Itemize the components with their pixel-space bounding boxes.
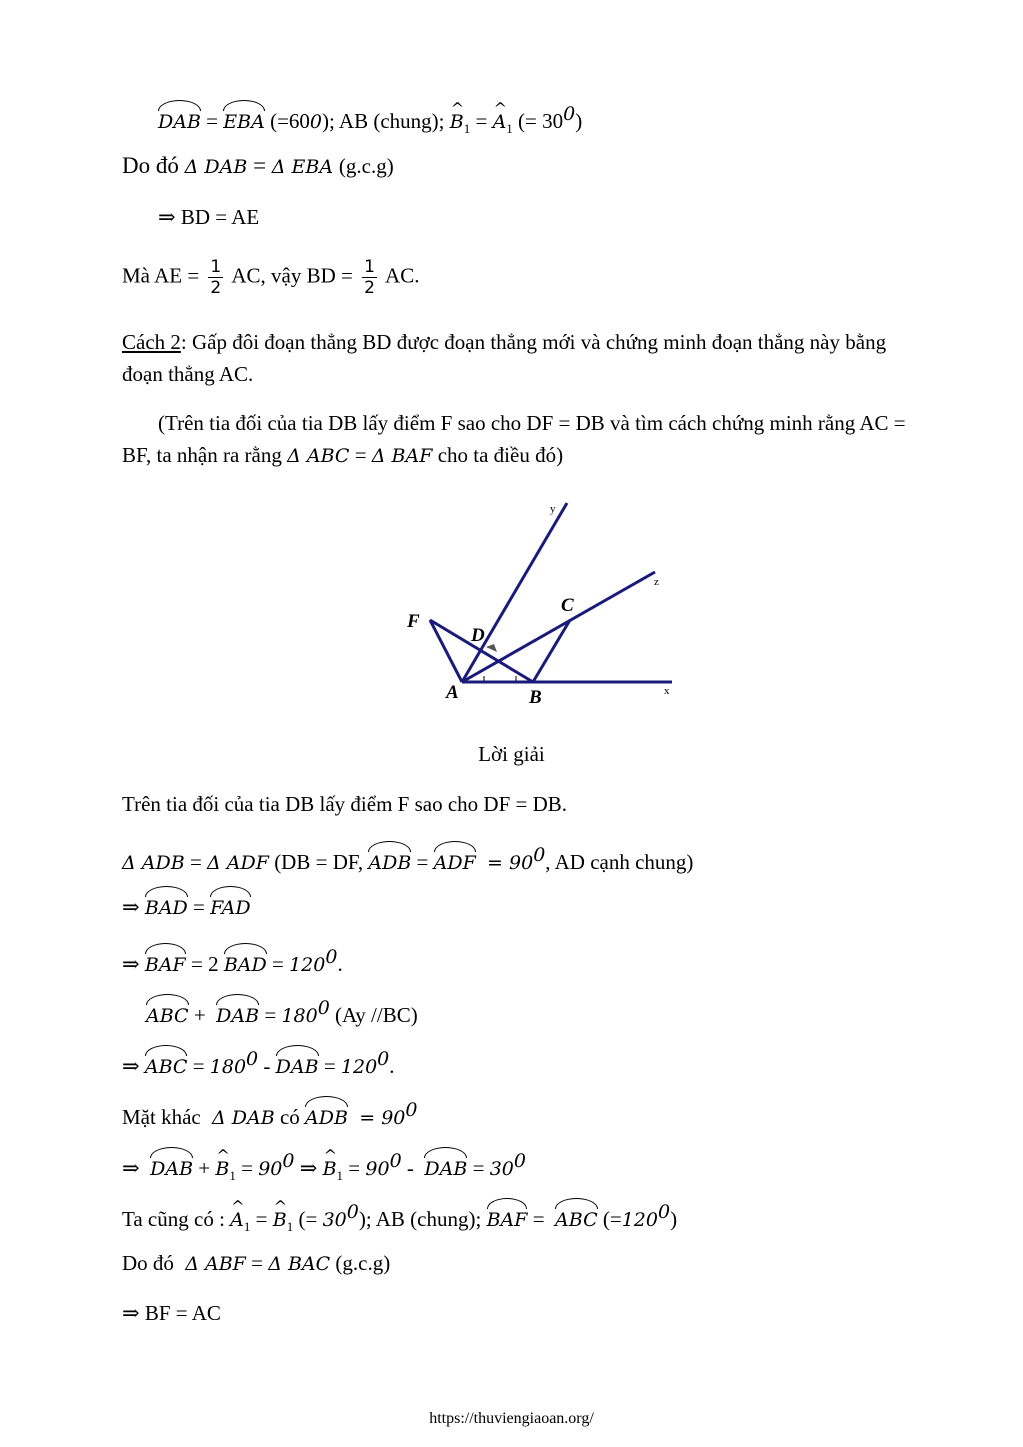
label-c: C [561, 595, 574, 616]
text: (g.c.g) [338, 154, 394, 178]
solution-line-11: ⇒ BF = AC [122, 1301, 221, 1325]
label-f: F [407, 611, 420, 632]
text: (=60 [270, 109, 310, 133]
solution-line-8: ⇒ DAB + ^ $B_1 = 90^0$ ⇒ ^ $B_1 = 90^0$ - DAB = $30^0$ [122, 1148, 526, 1189]
text: AC. [385, 263, 420, 288]
math-b1: ^ B [450, 109, 464, 135]
solution-line-3: ⇒ BAD = FAD [122, 895, 251, 919]
geometry-figure [400, 495, 690, 715]
line-3: ⇒ BD = AE [158, 205, 260, 229]
ray-ay [462, 503, 567, 682]
hint-paragraph: (Trên tia đối của tia DB lấy điểm F sao cho DF = DB và tìm cách chứng minh rằng AC = BF, ta nhận ra rằng Δ ABC = Δ BAF cho ta điều đó) [122, 411, 906, 467]
solution-line-10: Do đó Δ ABF = Δ BAC (g.c.g) [122, 1251, 391, 1275]
text: Mặt khác [122, 1105, 201, 1129]
text: , AD cạnh chung) [545, 850, 694, 874]
label-d: D [471, 625, 485, 646]
footer-url[interactable]: https://thuviengiaoan.org/ [429, 1410, 594, 1427]
math-angle-dab: DAB [158, 107, 201, 135]
math-a1: ^ A [493, 109, 507, 135]
text: Ta cũng có : [122, 1207, 225, 1231]
text: : Gấp đôi đoạn thẳng BD được đoạn thẳng mới và chứng minh đoạn thẳng này bằng đoạn thẳng AC. [122, 330, 887, 386]
text: AC, vậy BD = [231, 263, 353, 288]
line-2: Do đó Δ DAB = Δ EBA (g.c.g) [122, 153, 394, 178]
solution-line-4: ⇒ BAF = 2 BAD = $120^0$. [122, 946, 343, 976]
text: (DB = DF, [274, 850, 364, 874]
line-4 [122, 257, 419, 298]
label-a: A [446, 682, 459, 703]
solution-line-6: ⇒ ABC = $180^0$ - DAB = $120^0$. [122, 1048, 395, 1078]
fraction-half: $\frac{1}{2}$ [364, 257, 375, 298]
solution-line-5: ABC + DAB = $180^0$ (Ay //BC) [146, 997, 418, 1027]
text: (Ay //BC) [335, 1003, 418, 1027]
solution-line-1: Trên tia đối của tia DB lấy điểm F sao cho DF = DB. [122, 792, 568, 816]
loi-giai-heading: Lời giải [478, 742, 545, 766]
cach-2-label: Cách 2 [122, 330, 181, 354]
text: ); AB (chung); [322, 109, 445, 133]
fraction-half: $\frac{1}{2}$ [210, 257, 222, 298]
solution-line-9: Ta cũng có : ^ $A_1$ = ^ $B_1$ (= $30^0$); AB (chung); BAF = ABC $(=120^0)$ [122, 1199, 677, 1240]
line-1: DAB = EBA (=600); AB (chung); ^ $B_1$ = ^ $A_1$ (= $30^0$) [158, 101, 582, 142]
text: Mà AE = [122, 263, 200, 288]
label-b: B [529, 687, 542, 708]
text: (Trên tia đối của tia DB lấy điểm F sao cho DF = DB và tìm cách chứng minh rằng AC = BF, ta nhận ra rằng [122, 411, 906, 467]
label-y: y [550, 503, 556, 515]
text: Do đó [122, 1251, 174, 1275]
right-angle-mark [486, 644, 497, 652]
text: Do đó [122, 153, 179, 178]
text: (= 30 [518, 109, 564, 133]
math-angle-eba: EBA [223, 107, 265, 135]
label-z: z [654, 576, 659, 588]
solution-line-7: Mặt khác Δ DAB có ADB = $90^0$ [122, 1099, 418, 1129]
ray-az [462, 572, 655, 682]
label-x: x [664, 685, 670, 697]
text: có [279, 1105, 300, 1129]
text: cho ta điều đó) [437, 443, 564, 467]
cach-2-paragraph [122, 326, 912, 390]
solution-line-2: Δ ADB = Δ ADF (DB = DF, ADB = ADF = $90^0$, AD cạnh chung) [122, 844, 694, 874]
